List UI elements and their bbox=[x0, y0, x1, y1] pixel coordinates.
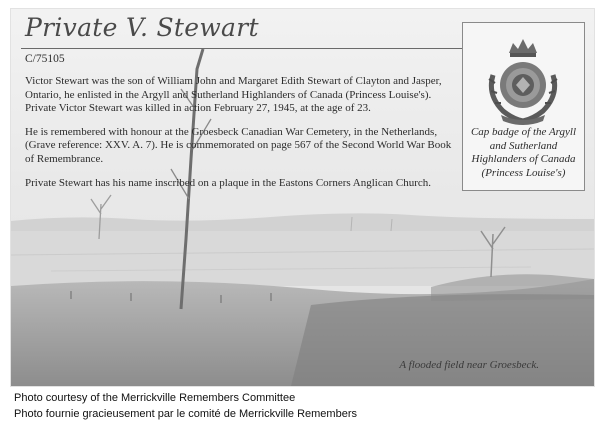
photo-credit-french: Photo fournie gracieusement par le comité de Merrickville Remembers bbox=[14, 408, 357, 420]
biography bbox=[25, 75, 463, 200]
bio-paragraph-plaque: Private Stewart has his name inscribed on a plaque in the Eastons Corners Anglican Church. bbox=[25, 176, 431, 189]
page-title: Private V. Stewart bbox=[25, 13, 259, 42]
title-divider bbox=[21, 48, 464, 49]
photo-caption: A flooded field near Groesbeck. bbox=[399, 359, 539, 371]
memorial-card bbox=[10, 8, 595, 387]
cap-badge-caption: Cap badge of the Argyll and Sutherland Highlanders of Canada (Princess Louise's) bbox=[470, 126, 577, 179]
cap-badge-icon bbox=[483, 35, 563, 125]
service-number: C/75105 bbox=[25, 53, 65, 65]
bio-paragraph-remembrance: He is remembered with honour at the Groesbeck Canadian War Cemetery, in the Netherlands, (Grave reference: XXV. A. 7). He is commemorated on page 567 of the Second World War Book of Remembrance. bbox=[25, 125, 452, 165]
photo-credit-english: Photo courtesy of the Merrickville Remembers Committee bbox=[14, 392, 296, 404]
cap-badge-panel bbox=[462, 22, 585, 191]
bio-paragraph-enlistment: Victor Stewart was the son of William John and Margaret Edith Stewart of Clayton and Jasper, Ontario, he enlisted in the Argyll and Sutherland Highlanders of Canada (Princess Louise's). Private Victor Stewart was killed in action February 27, 1945, at the age of 23. bbox=[25, 75, 442, 115]
